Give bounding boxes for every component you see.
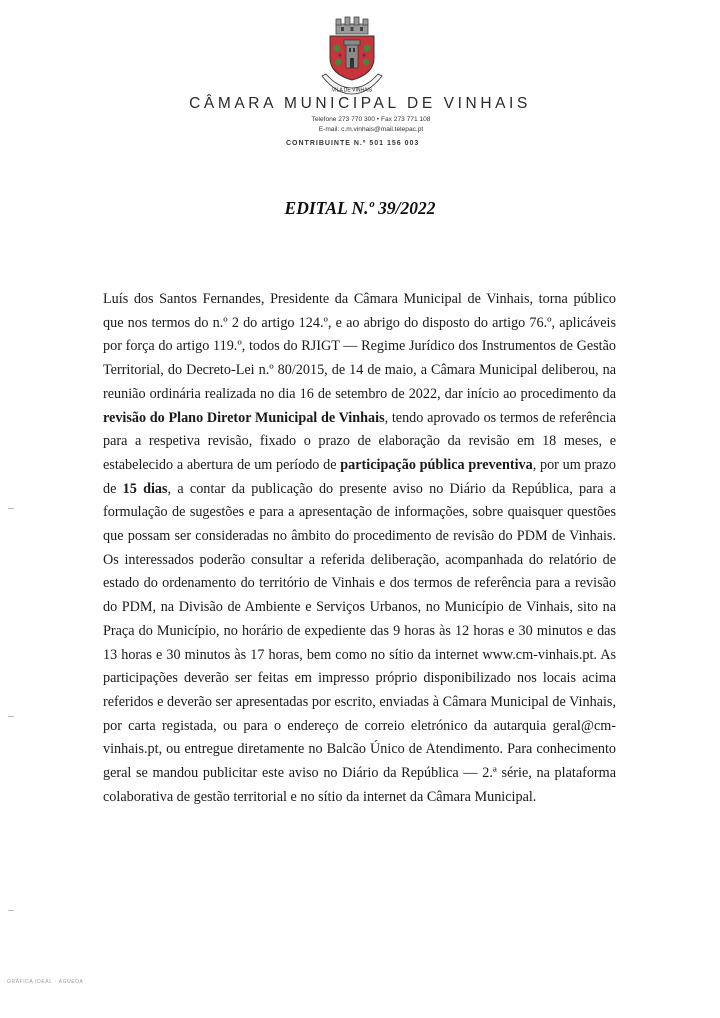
document-body [103,288,616,809]
document-title: EDITAL N.º 39/2022 [284,198,436,218]
crest-ribbon-text: VILA DE VINHAIS [331,87,373,94]
margin-mark [8,508,14,509]
body-bold-period: 15 dias [122,480,168,497]
body-text-4: , a contar da publicação do presente aviso no Diário da República, para a formulação de sugestões e para a apresentação de informações, sobre quaisquer questões que possam ser consideradas no âmbito do procedimento de revisão do PDM de Vinhais. Os interessados poderão consultar a referida deliberação, acompanhada do relatório de estado do ordenamento do território de Vinhais e dos termos de referência para a revisão do PDM, na Divisão de Ambiente e Serviços Urbanos, no Município de Vinhais, sito na Praça do Município, no horário de expediente das 9 horas às 12 horas e 30 minutos e das 13 horas e 30 minutos às 17 horas, bem como no sítio da internet www.cm-vinhais.pt. As participações deverão ser feitas em impresso próprio disponibilizado nos locais acima referidos e deverão ser apresentadas por escrito, enviadas à Câmara Municipal de Vinhais, por carta registada, ou para o endereço de correio eletrónico da autarquia geral@cm-vinhais.pt, ou entregue diretamente no Balcão Único de Atendimento. Para conhecimento geral se mandou publicitar este aviso no Diário da República — 2.ª série, na plataforma colaborativa de gestão territorial e no sítio da internet da Câmara Municipal. [103,480,616,805]
taxpayer-number: CONTRIBUINTE N.º 501 156 003 [286,140,420,147]
body-text-2: , tendo aprovado os termos de referência para a respetiva revisão, fixado o prazo de elaboração da revisão em 18 meses, e estabelecido a abertura de um período de [103,409,617,473]
body-text-1: Luís dos Santos Fernandes, Presidente da Câmara Municipal de Vinhais, torna público que nos termos do n.º 2 do artigo 124.º, e ao abrigo do disposto do artigo 76.º, aplicáveis por força do artigo 119.º, todos do RJIGT — Regime Jurídico dos Instrumentos de Gestão Territorial, do Decreto-Lei n.º 80/2015, de 14 de maio, a Câmara Municipal deliberou, na reunião ordinária realizada no dia 16 de setembro de 2022, dar início ao procedimento da [103,291,616,402]
municipal-coat-of-arms-icon [316,14,388,98]
body-bold-public-participation: participação pública preventiva [340,456,533,473]
contact-email: E-mail: c.m.vinhais@mail.telepac.pt [318,126,424,133]
body-bold-pdm-revision: revisão do Plano Diretor Municipal de Vinhais [103,409,385,426]
organization-name: CÂMARA MUNICIPAL DE VINHAIS [189,95,531,112]
printer-credit: GRÁFICA IDEAL · ÁGUEDA [7,979,84,985]
body-text-3: , por um prazo de [103,456,616,497]
margin-mark [8,910,14,911]
margin-mark [8,716,14,717]
contact-phone-fax: Telefone 273 770 300 • Fax 273 771 108 [311,116,431,123]
